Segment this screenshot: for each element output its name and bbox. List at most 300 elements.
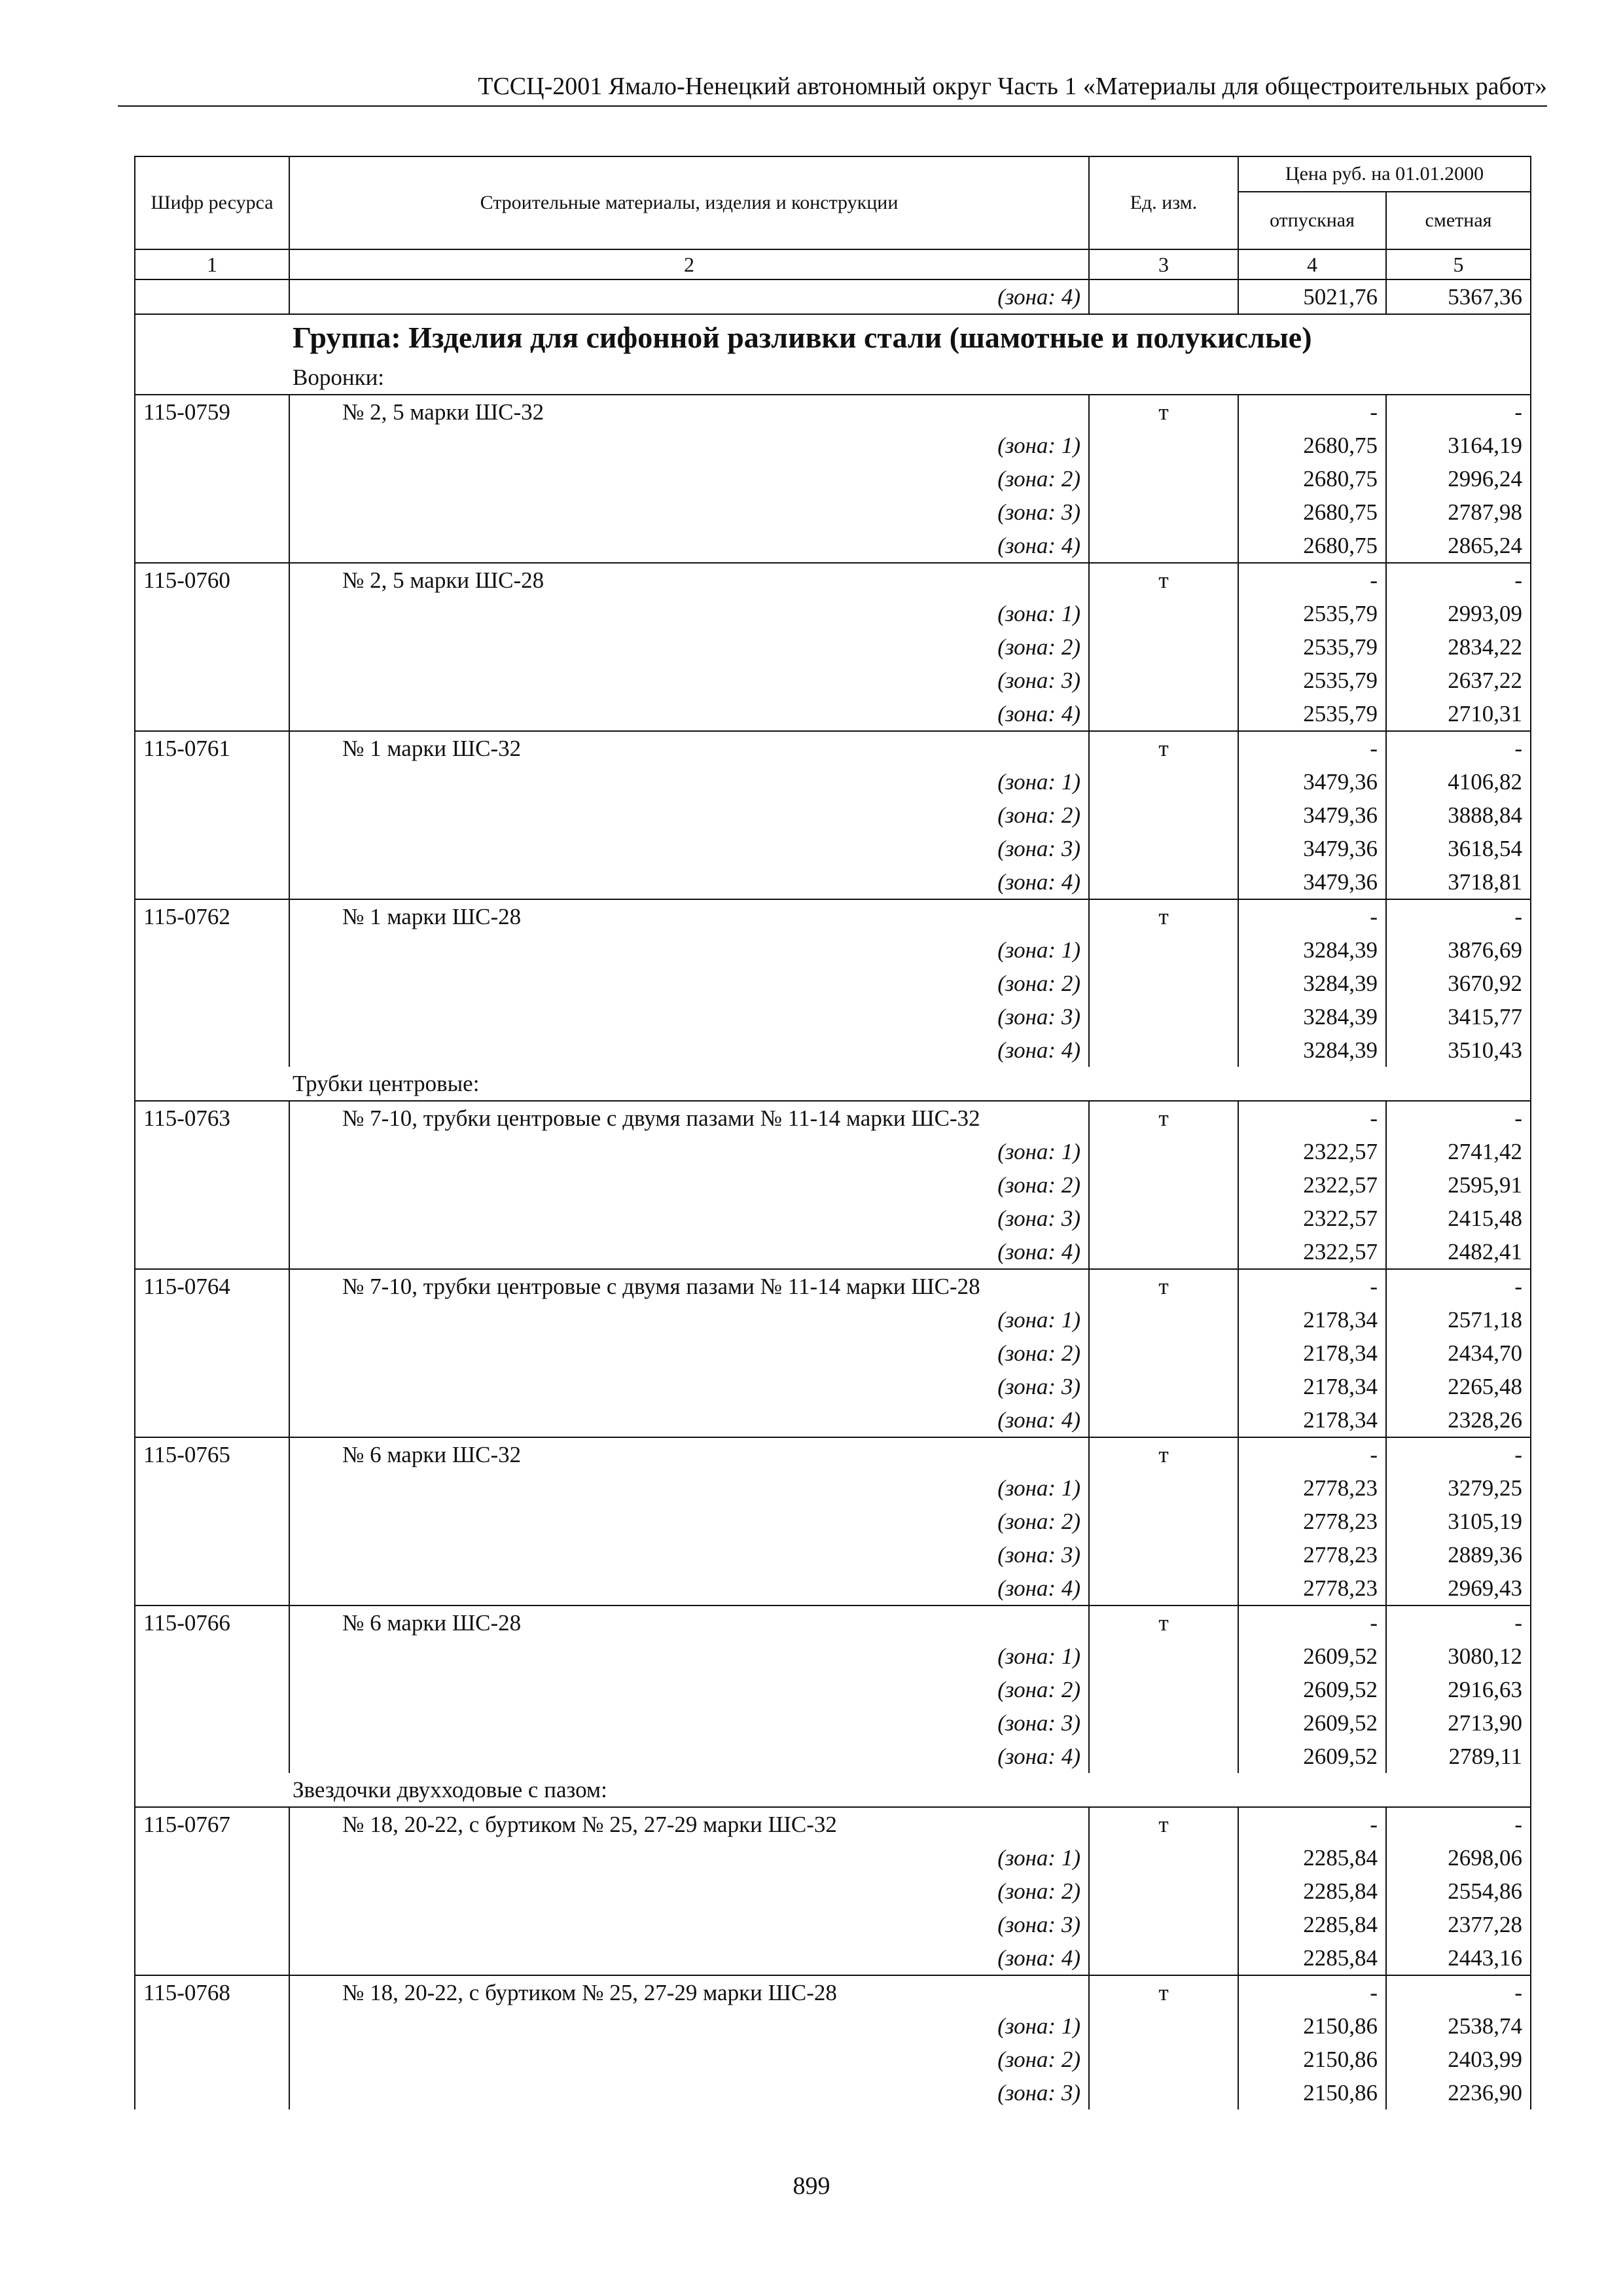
release-price: -	[1238, 395, 1386, 429]
resource-name: № 18, 20-22, с буртиком № 25, 27-29 марки ШС-32	[289, 1807, 1089, 1841]
resource-code-empty	[135, 529, 289, 563]
resource-row	[135, 1975, 1531, 2009]
resource-code-empty	[135, 865, 289, 899]
estimate-price: -	[1386, 563, 1531, 597]
release-price: -	[1238, 1269, 1386, 1303]
resource-unit: т	[1089, 731, 1238, 765]
zone-price-row	[135, 1673, 1531, 1706]
resource-code-empty	[135, 1403, 289, 1437]
release-price: -	[1238, 1437, 1386, 1471]
estimate-price: 3718,81	[1386, 865, 1531, 899]
zone-label: (зона: 2)	[289, 1168, 1089, 1202]
unit-empty	[1089, 1874, 1238, 1908]
resource-name: № 2, 5 марки ШС-28	[289, 563, 1089, 597]
zone-price-row	[135, 1370, 1531, 1403]
column-header-release-price: отпускная	[1238, 192, 1386, 249]
zone-label: (зона: 2)	[289, 1673, 1089, 1706]
zone-label: (зона: 4)	[289, 1403, 1089, 1437]
zone-price-row	[135, 1471, 1531, 1505]
resource-name: № 18, 20-22, с буртиком № 25, 27-29 марки ШС-28	[289, 1975, 1089, 2009]
release-price: 3479,36	[1238, 798, 1386, 832]
zone-label: (зона: 2)	[289, 2043, 1089, 2076]
zone-price-row	[135, 1403, 1531, 1437]
release-price: -	[1238, 899, 1386, 933]
unit-empty	[1089, 798, 1238, 832]
estimate-price: 2637,22	[1386, 664, 1531, 697]
unit-empty	[1089, 865, 1238, 899]
subgroup-heading-row	[135, 361, 1531, 395]
resource-code: 115-0761	[135, 731, 289, 765]
release-price: 2609,52	[1238, 1673, 1386, 1706]
unit-empty	[1089, 1640, 1238, 1673]
zone-label: (зона: 3)	[289, 664, 1089, 697]
group-heading-row	[135, 314, 1531, 361]
zone-price-row	[135, 529, 1531, 563]
estimate-price: -	[1386, 1101, 1531, 1135]
unit-empty	[1089, 832, 1238, 865]
zone-label: (зона: 1)	[289, 597, 1089, 630]
estimate-price: 2434,70	[1386, 1336, 1531, 1370]
estimate-price: 3105,19	[1386, 1505, 1531, 1538]
resource-row	[135, 563, 1531, 597]
zone-price-row	[135, 798, 1531, 832]
resource-code-empty	[135, 429, 289, 462]
unit-empty	[1089, 1841, 1238, 1874]
release-price: 2680,75	[1238, 429, 1386, 462]
resource-code-empty	[135, 1235, 289, 1269]
release-price: 2680,75	[1238, 495, 1386, 529]
zone-label: (зона: 3)	[289, 832, 1089, 865]
zone-price-row	[135, 765, 1531, 798]
zone-price-row	[135, 2009, 1531, 2043]
unit-empty	[1089, 2009, 1238, 2043]
zone-label: (зона: 4)	[289, 1941, 1089, 1975]
resource-name: № 1 марки ШС-32	[289, 731, 1089, 765]
zone-price-row	[135, 933, 1531, 967]
resource-code-empty	[135, 1941, 289, 1975]
estimate-price: 2538,74	[1386, 2009, 1531, 2043]
release-price: 2285,84	[1238, 1874, 1386, 1908]
resource-code-empty	[135, 1640, 289, 1673]
zone-label: (зона: 1)	[289, 765, 1089, 798]
resource-unit: т	[1089, 1101, 1238, 1135]
estimate-price: 2969,43	[1386, 1571, 1531, 1605]
unit-empty	[1089, 529, 1238, 563]
price-table-container	[134, 156, 1530, 2109]
estimate-price: 3080,12	[1386, 1640, 1531, 1673]
zone-price-row	[135, 1740, 1531, 1773]
estimate-price: 2443,16	[1386, 1941, 1531, 1975]
estimate-price: 2595,91	[1386, 1168, 1531, 1202]
estimate-price: -	[1386, 1605, 1531, 1640]
resource-name: № 1 марки ШС-28	[289, 899, 1089, 933]
resource-code-empty	[135, 1303, 289, 1336]
resource-code-empty	[135, 1168, 289, 1202]
release-price: 2322,57	[1238, 1135, 1386, 1168]
unit-empty	[1089, 2076, 1238, 2109]
unit-empty	[1089, 1370, 1238, 1403]
column-number-3: 3	[1089, 249, 1238, 279]
estimate-price: 2328,26	[1386, 1403, 1531, 1437]
release-price: 2178,34	[1238, 1303, 1386, 1336]
unit-empty	[1089, 967, 1238, 1000]
zone-label: (зона: 1)	[289, 2009, 1089, 2043]
release-price: 3479,36	[1238, 765, 1386, 798]
resource-code-empty	[135, 1874, 289, 1908]
resource-code-empty	[135, 1471, 289, 1505]
release-price: 2535,79	[1238, 664, 1386, 697]
zone-label: (зона: 4)	[289, 865, 1089, 899]
zone-label: (зона: 3)	[289, 1706, 1089, 1740]
estimate-price: 2377,28	[1386, 1908, 1531, 1941]
resource-code: 115-0766	[135, 1605, 289, 1640]
resource-code-empty	[135, 1841, 289, 1874]
release-price: 2150,86	[1238, 2043, 1386, 2076]
zone-price-row	[135, 1706, 1531, 1740]
release-price: -	[1238, 1975, 1386, 2009]
resource-name: № 2, 5 марки ШС-32	[289, 395, 1089, 429]
resource-name: № 7-10, трубки центровые с двумя пазами № 11-14 марки ШС-32	[289, 1101, 1089, 1135]
zone-price-row	[135, 1202, 1531, 1235]
unit-empty	[1089, 1740, 1238, 1773]
resource-code-empty	[135, 1538, 289, 1571]
resource-code-empty	[135, 279, 289, 314]
resource-row	[135, 1269, 1531, 1303]
resource-code-empty	[135, 832, 289, 865]
resource-code: 115-0764	[135, 1269, 289, 1303]
unit-empty	[1089, 1202, 1238, 1235]
estimate-price: 2834,22	[1386, 630, 1531, 664]
zone-label: (зона: 1)	[289, 1640, 1089, 1673]
zone-label: (зона: 3)	[289, 1202, 1089, 1235]
column-number-2: 2	[289, 249, 1089, 279]
resource-code-empty	[135, 1370, 289, 1403]
resource-code-empty	[135, 1740, 289, 1773]
estimate-price: -	[1386, 899, 1531, 933]
zone-label: (зона: 4)	[289, 529, 1089, 563]
zone-label: (зона: 1)	[289, 429, 1089, 462]
unit-empty	[1089, 1706, 1238, 1740]
resource-unit: т	[1089, 563, 1238, 597]
estimate-price: 3618,54	[1386, 832, 1531, 865]
resource-code-empty	[135, 597, 289, 630]
estimate-price: 3164,19	[1386, 429, 1531, 462]
resource-code-empty	[135, 1505, 289, 1538]
resource-code-empty	[135, 462, 289, 495]
zone-label: (зона: 2)	[289, 967, 1089, 1000]
unit-empty	[1089, 1303, 1238, 1336]
unit-empty	[1089, 1403, 1238, 1437]
group-title: Группа: Изделия для сифонной разливки стали (шамотные и полукислые)	[135, 314, 1531, 361]
estimate-price: 2236,90	[1386, 2076, 1531, 2109]
zone-price-row	[135, 495, 1531, 529]
estimate-price: -	[1386, 1269, 1531, 1303]
resource-code-empty	[135, 664, 289, 697]
column-number-1: 1	[135, 249, 289, 279]
release-price: 2609,52	[1238, 1740, 1386, 1773]
estimate-price: 3510,43	[1386, 1033, 1531, 1067]
zone-label: (зона: 2)	[289, 630, 1089, 664]
release-price: 2285,84	[1238, 1841, 1386, 1874]
unit-empty	[1089, 1168, 1238, 1202]
zone-price-row	[135, 1874, 1531, 1908]
resource-code: 115-0759	[135, 395, 289, 429]
resource-unit: т	[1089, 395, 1238, 429]
column-header-unit: Ед. изм.	[1089, 156, 1238, 249]
subgroup-heading-row	[135, 1067, 1531, 1101]
zone-label: (зона: 1)	[289, 1135, 1089, 1168]
column-header-price: Цена руб. на 01.01.2000	[1238, 156, 1531, 192]
zone-label: (зона: 1)	[289, 1303, 1089, 1336]
resource-code-empty	[135, 967, 289, 1000]
zone-label: (зона: 4)	[289, 1235, 1089, 1269]
zone-label: (зона: 3)	[289, 1370, 1089, 1403]
resource-code-empty	[135, 1706, 289, 1740]
zone-price-row	[135, 832, 1531, 865]
zone-label: (зона: 3)	[289, 1908, 1089, 1941]
resource-unit: т	[1089, 1605, 1238, 1640]
release-price: -	[1238, 563, 1386, 597]
estimate-price: -	[1386, 1437, 1531, 1471]
zone-price-row	[135, 967, 1531, 1000]
column-number-4: 4	[1238, 249, 1386, 279]
zone-label: (зона: 2)	[289, 1505, 1089, 1538]
resource-name: № 6 марки ШС-28	[289, 1605, 1089, 1640]
estimate-price: 2789,11	[1386, 1740, 1531, 1773]
release-price: 3284,39	[1238, 1033, 1386, 1067]
resource-code: 115-0767	[135, 1807, 289, 1841]
release-price: -	[1238, 1807, 1386, 1841]
zone-price-row	[135, 865, 1531, 899]
resource-code-empty	[135, 2076, 289, 2109]
resource-name: № 7-10, трубки центровые с двумя пазами № 11-14 марки ШС-28	[289, 1269, 1089, 1303]
unit-empty	[1089, 1336, 1238, 1370]
table-body	[135, 279, 1531, 2109]
zone-price-row	[135, 279, 1531, 314]
table-header	[135, 156, 1531, 279]
unit-empty	[1089, 1471, 1238, 1505]
unit-empty	[1089, 1000, 1238, 1033]
zone-price-row	[135, 1235, 1531, 1269]
unit-empty	[1089, 495, 1238, 529]
unit-empty	[1089, 1538, 1238, 1571]
zone-label: (зона: 4)	[289, 279, 1089, 314]
release-price: 2535,79	[1238, 630, 1386, 664]
resource-code-empty	[135, 1135, 289, 1168]
zone-label: (зона: 4)	[289, 697, 1089, 731]
zone-price-row	[135, 1336, 1531, 1370]
estimate-price: 3279,25	[1386, 1471, 1531, 1505]
unit-empty	[1089, 2043, 1238, 2076]
release-price: 2150,86	[1238, 2009, 1386, 2043]
resource-row	[135, 731, 1531, 765]
release-price: -	[1238, 1101, 1386, 1135]
release-price: 2285,84	[1238, 1908, 1386, 1941]
zone-label: (зона: 1)	[289, 1841, 1089, 1874]
column-number-5: 5	[1386, 249, 1531, 279]
unit-empty	[1089, 1571, 1238, 1605]
zone-price-row	[135, 1571, 1531, 1605]
zone-price-row	[135, 664, 1531, 697]
resource-unit: т	[1089, 1437, 1238, 1471]
release-price: 2150,86	[1238, 2076, 1386, 2109]
column-header-estimate-price: сметная	[1386, 192, 1531, 249]
resource-code-empty	[135, 2009, 289, 2043]
resource-code-empty	[135, 798, 289, 832]
estimate-price: 2889,36	[1386, 1538, 1531, 1571]
zone-label: (зона: 3)	[289, 1000, 1089, 1033]
estimate-price: 2865,24	[1386, 529, 1531, 563]
unit-empty	[1089, 429, 1238, 462]
estimate-price: 2415,48	[1386, 1202, 1531, 1235]
resource-code-empty	[135, 1033, 289, 1067]
resource-code: 115-0763	[135, 1101, 289, 1135]
resource-code: 115-0762	[135, 899, 289, 933]
zone-price-row	[135, 1135, 1531, 1168]
column-header-code: Шифр ресурса	[135, 156, 289, 249]
resource-unit: т	[1089, 1269, 1238, 1303]
zone-label: (зона: 2)	[289, 462, 1089, 495]
resource-row	[135, 899, 1531, 933]
unit-empty	[1089, 462, 1238, 495]
unit-empty	[1089, 630, 1238, 664]
release-price: 2535,79	[1238, 697, 1386, 731]
zone-price-row	[135, 2076, 1531, 2109]
zone-price-row	[135, 429, 1531, 462]
resource-row	[135, 395, 1531, 429]
release-price: 2322,57	[1238, 1168, 1386, 1202]
resource-code-empty	[135, 1908, 289, 1941]
resource-row	[135, 1437, 1531, 1471]
release-price: 2322,57	[1238, 1235, 1386, 1269]
estimate-price: 3876,69	[1386, 933, 1531, 967]
estimate-price: -	[1386, 731, 1531, 765]
unit-empty	[1089, 1908, 1238, 1941]
column-header-name: Строительные материалы, изделия и конструкции	[289, 156, 1089, 249]
release-price: 5021,76	[1238, 279, 1386, 314]
release-price: 2680,75	[1238, 462, 1386, 495]
resource-code: 115-0760	[135, 563, 289, 597]
zone-price-row	[135, 1941, 1531, 1975]
resource-code-empty	[135, 1571, 289, 1605]
zone-price-row	[135, 1908, 1531, 1941]
estimate-price: 2916,63	[1386, 1673, 1531, 1706]
price-table	[134, 156, 1531, 2109]
zone-label: (зона: 3)	[289, 1538, 1089, 1571]
release-price: 3479,36	[1238, 865, 1386, 899]
page-number: 899	[793, 2172, 830, 2200]
header-rule	[118, 105, 1547, 107]
zone-label: (зона: 1)	[289, 933, 1089, 967]
estimate-price: -	[1386, 1975, 1531, 2009]
resource-unit: т	[1089, 1975, 1238, 2009]
unit-empty	[1089, 1135, 1238, 1168]
resource-name: № 6 марки ШС-32	[289, 1437, 1089, 1471]
resource-code-empty	[135, 495, 289, 529]
resource-code-empty	[135, 933, 289, 967]
unit-empty	[1089, 1505, 1238, 1538]
release-price: -	[1238, 1605, 1386, 1640]
estimate-price: 3888,84	[1386, 798, 1531, 832]
release-price: 3284,39	[1238, 933, 1386, 967]
resource-code-empty	[135, 1336, 289, 1370]
estimate-price: 2403,99	[1386, 2043, 1531, 2076]
release-price: 2285,84	[1238, 1941, 1386, 1975]
zone-price-row	[135, 1538, 1531, 1571]
resource-row	[135, 1605, 1531, 1640]
estimate-price: 2713,90	[1386, 1706, 1531, 1740]
subgroup-title: Воронки:	[135, 361, 1531, 395]
zone-price-row	[135, 462, 1531, 495]
estimate-price: 2993,09	[1386, 597, 1531, 630]
zone-price-row	[135, 1640, 1531, 1673]
document-header: ТССЦ-2001 Ямало-Ненецкий автономный округ Часть 1 «Материалы для общестроительных работ»	[478, 73, 1547, 100]
resource-code-empty	[135, 1202, 289, 1235]
unit-empty	[1089, 697, 1238, 731]
estimate-price: 5367,36	[1386, 279, 1531, 314]
zone-label: (зона: 3)	[289, 2076, 1089, 2109]
estimate-price: -	[1386, 1807, 1531, 1841]
estimate-price: 2265,48	[1386, 1370, 1531, 1403]
zone-label: (зона: 1)	[289, 1471, 1089, 1505]
resource-unit: т	[1089, 1807, 1238, 1841]
resource-code-empty	[135, 1000, 289, 1033]
resource-code-empty	[135, 1673, 289, 1706]
estimate-price: -	[1386, 395, 1531, 429]
release-price: -	[1238, 731, 1386, 765]
zone-price-row	[135, 597, 1531, 630]
zone-label: (зона: 2)	[289, 1874, 1089, 1908]
unit-empty	[1089, 1673, 1238, 1706]
unit-empty	[1089, 597, 1238, 630]
estimate-price: 2996,24	[1386, 462, 1531, 495]
zone-label: (зона: 4)	[289, 1033, 1089, 1067]
unit-empty	[1089, 765, 1238, 798]
release-price: 2778,23	[1238, 1471, 1386, 1505]
release-price: 2778,23	[1238, 1505, 1386, 1538]
zone-price-row	[135, 1168, 1531, 1202]
release-price: 2609,52	[1238, 1706, 1386, 1740]
subgroup-heading-row	[135, 1773, 1531, 1807]
zone-price-row	[135, 1303, 1531, 1336]
unit-empty	[1089, 933, 1238, 967]
zone-label: (зона: 4)	[289, 1740, 1089, 1773]
resource-row	[135, 1101, 1531, 1135]
resource-code-empty	[135, 2043, 289, 2076]
zone-price-row	[135, 630, 1531, 664]
release-price: 3479,36	[1238, 832, 1386, 865]
release-price: 2535,79	[1238, 597, 1386, 630]
zone-price-row	[135, 697, 1531, 731]
unit-empty	[1089, 279, 1238, 314]
resource-code: 115-0768	[135, 1975, 289, 2009]
zone-price-row	[135, 2043, 1531, 2076]
zone-label: (зона: 2)	[289, 798, 1089, 832]
release-price: 3284,39	[1238, 1000, 1386, 1033]
estimate-price: 4106,82	[1386, 765, 1531, 798]
zone-price-row	[135, 1000, 1531, 1033]
release-price: 2178,34	[1238, 1336, 1386, 1370]
zone-price-row	[135, 1033, 1531, 1067]
resource-code-empty	[135, 697, 289, 731]
release-price: 2609,52	[1238, 1640, 1386, 1673]
unit-empty	[1089, 1033, 1238, 1067]
unit-empty	[1089, 1941, 1238, 1975]
release-price: 3284,39	[1238, 967, 1386, 1000]
subgroup-title: Звездочки двухходовые с пазом:	[135, 1773, 1531, 1807]
unit-empty	[1089, 1235, 1238, 1269]
release-price: 2680,75	[1238, 529, 1386, 563]
